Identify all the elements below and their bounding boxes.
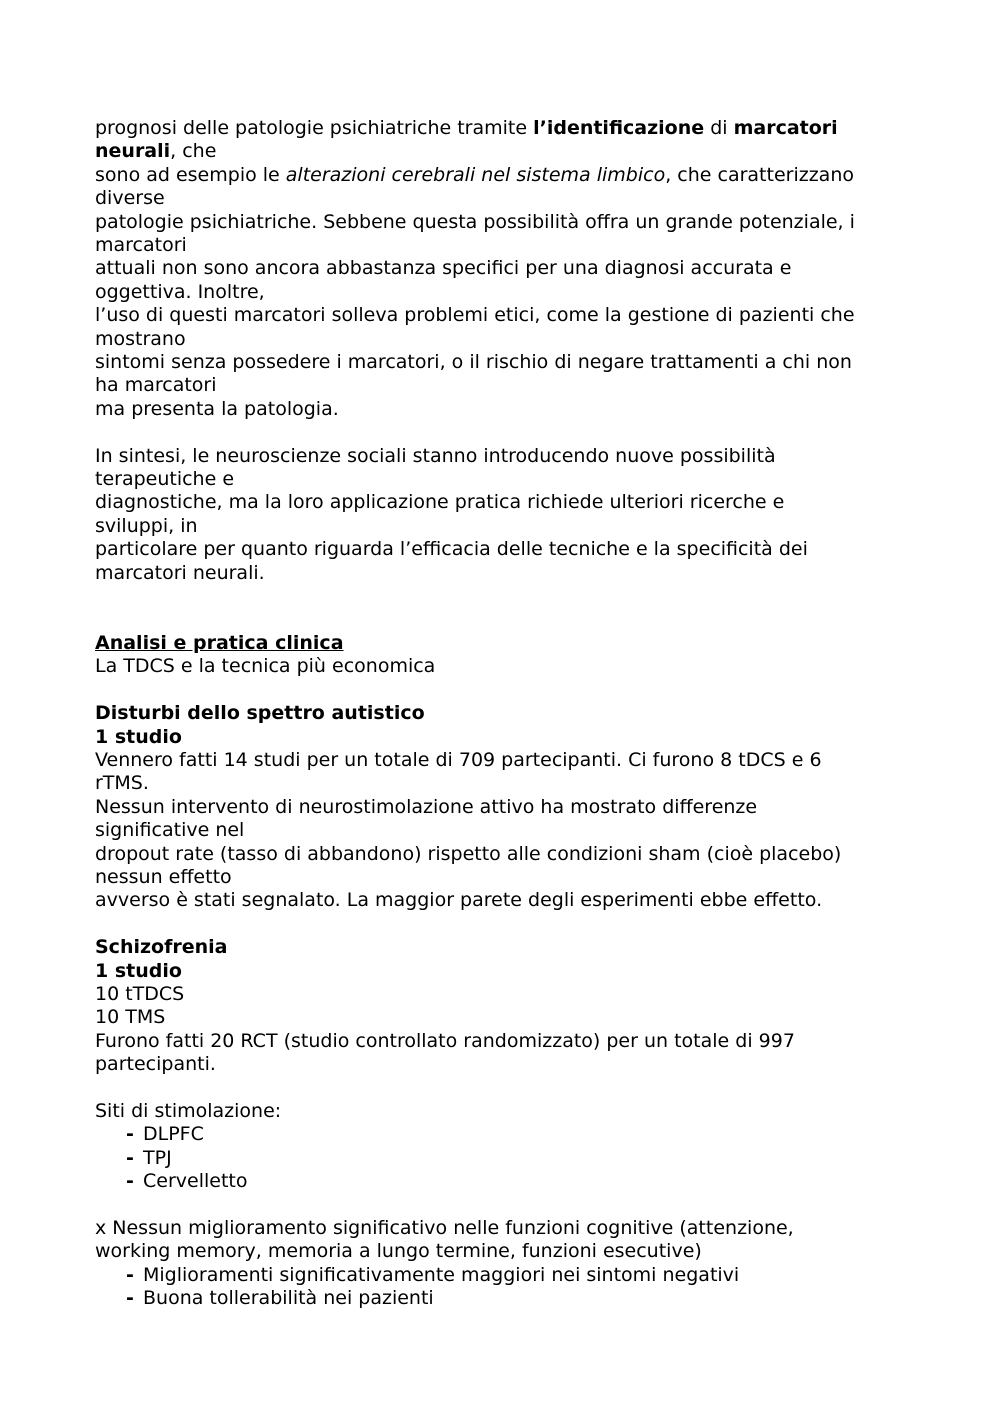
text-line: sviluppi, in [95,514,198,537]
bold-term: marcatori [733,117,838,139]
text-run: di [704,117,734,139]
dash-bullet: - [126,1263,134,1286]
text-line: diverse [95,187,165,210]
text-line [95,140,915,163]
paragraph-gap [95,1194,915,1217]
text-line: rTMS. [95,772,149,795]
subsection-heading: Disturbi dello spettro autistico [95,702,425,725]
text-line: 10 TMS [95,1006,166,1029]
text-line: In sintesi, le neuroscienze sociali stanno introducendo nuove possibilità [95,444,776,467]
study-label: 1 studio [95,725,182,748]
paragraph-gap [95,1077,915,1100]
paragraph-gap [95,421,915,444]
dash-bullet: - [126,1287,134,1310]
text-line: attuali non sono ancora abbastanza specifici per una diagnosi accurata e [95,257,792,280]
text-line [95,164,915,187]
text-line: marcatori neurali. [95,561,265,584]
text-line: nessun effetto [95,865,232,888]
list-item: - Miglioramenti significativamente maggiori nei sintomi negativi [126,1263,740,1286]
text-line: patologie psichiatriche. Sebbene questa possibilità offra un grande potenziale, i [95,210,855,233]
bold-term: neurali [95,140,171,163]
text-line: diagnostiche, ma la loro applicazione pratica richiede ulteriori ricerche e [95,491,785,514]
text-run: , che caratterizzano [665,163,854,186]
subsection-heading: Schizofrenia [95,936,228,959]
text-line: mostrano [95,327,186,350]
text-line: ma presenta la patologia. [95,397,339,420]
list-item: - Buona tollerabilità nei pazienti [126,1287,434,1310]
section-heading: Analisi e pratica clinica [95,631,344,654]
text-line: Vennero fatti 14 studi per un totale di 709 partecipanti. Ci furono 8 tDCS e 6 [95,748,822,771]
document-page [95,117,915,1311]
text-line: particolare per quanto riguarda l’efficacia delle tecniche e la specificità dei [95,538,808,561]
dash-bullet: - [126,1170,134,1193]
text-run: sono ad esempio le [95,163,286,186]
text-line: La TDCS e la tecnica più economica [95,655,436,678]
text-run: prognosi delle patologie psichiatriche tramite [95,117,534,139]
list-item: - Cervelletto [126,1170,248,1193]
text-line: ha marcatori [95,374,217,397]
paragraph-gap [95,913,915,936]
text-line: terapeutiche e [95,468,235,491]
text-line: x Nessun miglioramento significativo nelle funzioni cognitive (attenzione, [95,1217,794,1239]
text-line: sintomi senza possedere i marcatori, o il rischio di negare trattamenti a chi non [95,351,852,374]
italic-term: alterazioni cerebrali nel sistema limbico [285,163,666,186]
text-line: Nessun intervento di neurostimolazione attivo ha mostrato differenze [95,795,758,818]
text-line: 10 tTDCS [95,982,185,1005]
dash-bullet: - [126,1123,134,1146]
text-line: dropout rate (tasso di abbandono) rispetto alle condizioni sham (cioè placebo) [95,842,842,865]
text-line: partecipanti. [95,1053,216,1076]
text-line: l’uso di questi marcatori solleva problemi etici, come la gestione di pazienti che [95,304,855,327]
text-line: avverso è stati segnalato. La maggior parete degli esperimenti ebbe effetto. [95,889,823,912]
study-label: 1 studio [95,959,182,982]
bold-term: l’identificazione [533,117,705,139]
text-line: significative nel [95,819,245,842]
list-item: - DLPFC [126,1123,204,1146]
text-line: working memory, memoria a lungo termine, funzioni esecutive) [95,1240,702,1263]
section-gap [95,585,915,632]
paragraph-gap [95,679,915,702]
text-run: , che [170,140,217,163]
text-line: Furono fatti 20 RCT (studio controllato randomizzato) per un totale di 997 [95,1029,795,1052]
text-line: oggettiva. Inoltre, [95,280,265,303]
dash-bullet: - [126,1146,134,1169]
list-item: - TPJ [126,1146,172,1169]
text-line: marcatori [95,234,187,257]
text-line [95,117,915,140]
list-label: Siti di stimolazione: [95,1099,282,1122]
